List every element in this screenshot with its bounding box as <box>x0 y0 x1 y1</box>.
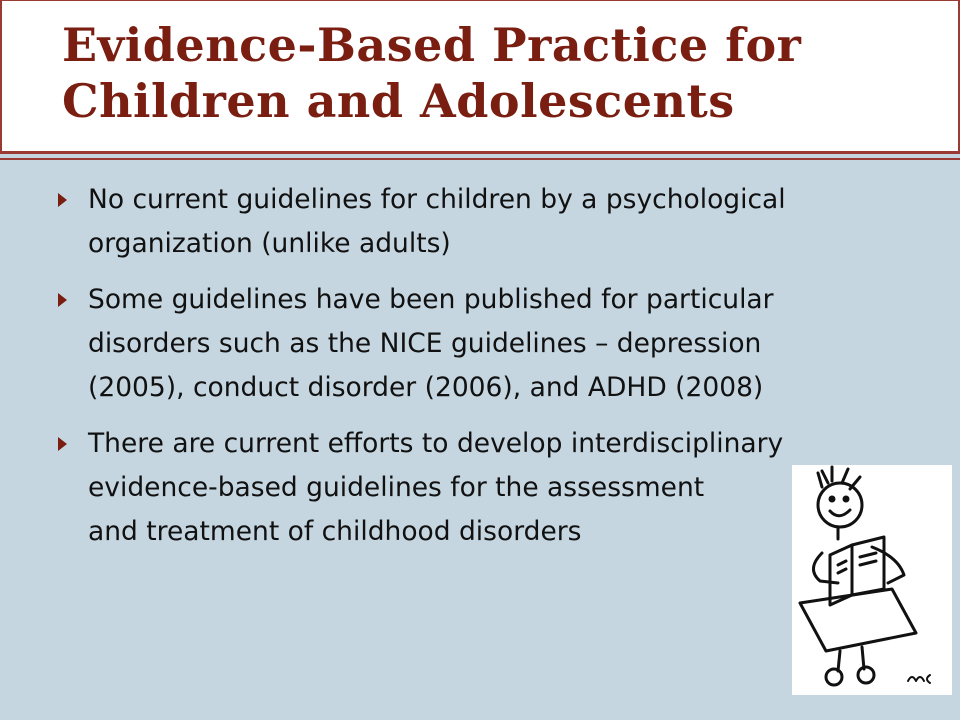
bullet-line: No current guidelines for children by a psychological <box>88 184 786 215</box>
triangle-bullet-icon <box>58 293 67 307</box>
title-line-1: Evidence-Based Practice for <box>62 18 802 72</box>
triangle-bullet-icon <box>58 437 67 451</box>
bullet-line: organization (unlike adults) <box>88 228 451 259</box>
bullet-line: and treatment of childhood disorders <box>88 516 582 547</box>
title-bar <box>0 0 960 153</box>
bullet-line: evidence-based guidelines for the assessment <box>88 472 705 503</box>
title-line-2: Children and Adolescents <box>62 74 735 128</box>
bullet-line: (2005), conduct disorder (2006), and ADHD (2008) <box>88 372 764 403</box>
child-reading-book-icon <box>792 465 952 695</box>
bullet-line: disorders such as the NICE guidelines – depression <box>88 328 762 359</box>
bullet-item <box>58 422 908 554</box>
child-reading-illustration <box>792 465 952 695</box>
slide-title <box>62 17 801 129</box>
triangle-bullet-icon <box>58 193 67 207</box>
bullet-item <box>58 178 908 266</box>
bullet-line: Some guidelines have been published for particular <box>88 284 774 315</box>
bullet-line: There are current efforts to develop interdisciplinary <box>88 428 784 459</box>
bullet-list <box>58 178 908 566</box>
bullet-item <box>58 278 908 410</box>
